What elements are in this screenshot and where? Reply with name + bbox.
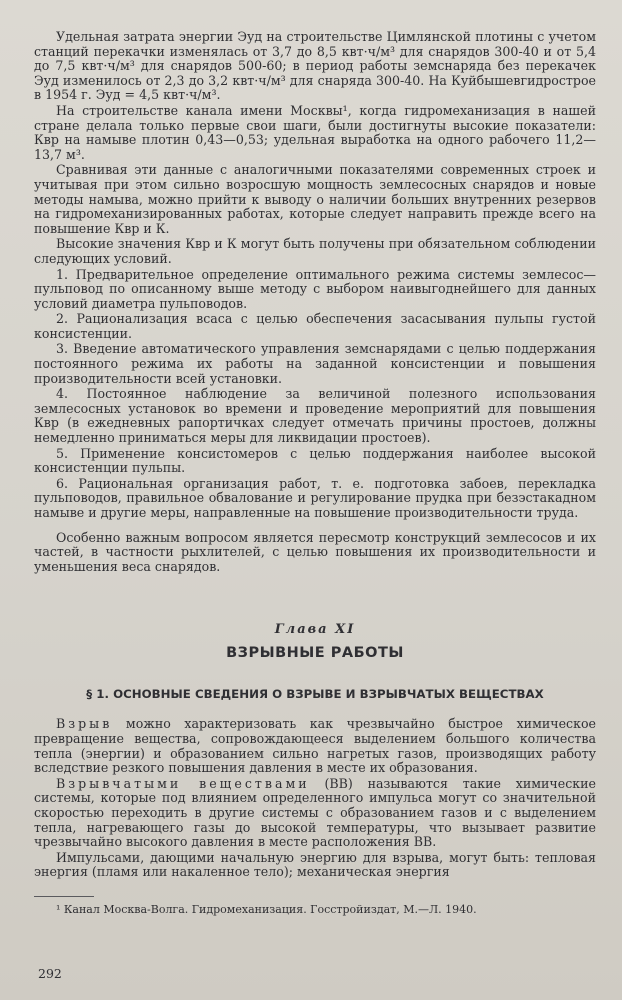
paragraph <box>34 717 596 775</box>
list-item: 5. Применение консистомеров с целью поддержания наиболее высокой консистенции пульпы. <box>34 445 596 476</box>
body-text-top <box>34 30 596 574</box>
paragraph <box>34 851 596 880</box>
section-title: § 1. ОСНОВНЫЕ СВЕДЕНИЯ О ВЗРЫВЕ И ВЗРЫВЧАТЫХ ВЕЩЕСТВАХ <box>86 687 544 702</box>
paragraph: Высокие значения Квр и К могут быть получены при обязательном соблюдении следующих условий. <box>34 236 596 266</box>
section-body <box>34 717 596 880</box>
paragraph: Сравнивая эти данные с аналогичными показателями современных строек и учитывая при этом сильно возросшую мощность землесосных снарядов и новые методы намыва, можно прийти к выводу о наличии больших внутренних резервов на гидромеханизированных работах, которые следует направить прежде всего на повышение Квр и К. <box>34 162 596 236</box>
list-item: 6. Рациональная организация работ, т. е. подготовка забоев, перекладка пульповодов, правильное обвалование и регулирование прудка при безэстакадном намыве и другие меры, направленные на повышение производительности труда. <box>34 475 596 520</box>
list-item: 4. Постоянное наблюдение за величиной полезного использования землесосных установок во времени и проведение мероприятий для повышения Квр (в ежедневных рапортичках следует отмечать причины простоев, должны немедленно приниматься меры для ликвидации простоев). <box>34 386 596 446</box>
paragraph <box>34 777 596 850</box>
paragraph-text: Импульсами, дающими начальную энергию для взрыва, могут быть: тепловая энергия (пламя или накаленное тело); механическая энергия <box>34 849 596 880</box>
term-emphasis: Взрывчатыми веществами <box>56 775 310 791</box>
list-item: 1. Предварительное определение оптимального режима системы землесос—пульповод по описанному выше методу с выбором наивыгоднейшего для данных условий диаметра пульповодов. <box>34 266 596 311</box>
footnote: ¹ Канал Москва-Волга. Гидромеханизация. Госстройиздат, М.—Л. 1940. <box>56 902 477 916</box>
term-emphasis: Взрыв <box>56 716 113 732</box>
chapter-label: Глава XI <box>274 622 356 638</box>
page-number: 292 <box>38 966 62 981</box>
paragraph-text: (ВВ) называются такие химические системы, которые под влиянием определенного импульса могут со значительной скоростью переходить в другие системы с образованием газов и с выделением тепла, нагревающего газы до высокой температуры, что вызывает развитие чрезвычайно высокого давления в месте расположения ВВ. <box>34 775 596 850</box>
footnote-rule <box>34 896 94 897</box>
list-item: 3. Введение автоматического управления земснарядами с целью поддержания постоянного режима их работы на заданной консистенции и повышения производительности всей установки. <box>34 341 596 386</box>
chapter-title: ВЗРЫВНЫЕ РАБОТЫ <box>226 645 404 662</box>
paragraph: Особенно важным вопросом является пересмотр конструкций землесосов и их частей, в частности рыхлителей, с целью повышения их производительности и уменьшения веса снарядов. <box>34 529 596 574</box>
list-item: 2. Рационализация всаса с целью обеспечения засасывания пульпы густой консистенции. <box>34 311 596 341</box>
paragraph-text: можно характеризовать как чрезвычайно быстрое химическое превращение вещества, сопровождающееся выделением большого количества тепла (энергии) и образованием сильно нагретых газов, производящих работу вследствие резкого повышения давления в месте их образования. <box>34 716 596 776</box>
paragraph: Удельная затрата энергии Эуд на строительстве Цимлянской плотины с учетом станций перекачки изменялась от 3,7 до 8,5 квт·ч/м³ для снарядов 300-40 и от 5,4 до 7,5 квт·ч/м³ для снарядов 500-60; в период работы земснаряда без перекачек Эуд изменилось от 2,3 до 3,2 квт·ч/м³ для снаряда 300-40. На Куйбышевгидрострое в 1954 г. Эуд = 4,5 квт·ч/м³. <box>34 29 596 103</box>
paragraph: На строительстве канала имени Москвы¹, когда гидромеханизация в нашей стране делала только первые свои шаги, были достигнуты высокие показатели: Квр на намыве плотин 0,43—0,53; удельная выработка на одного рабочего 11,2—13,7 м³. <box>34 102 596 162</box>
